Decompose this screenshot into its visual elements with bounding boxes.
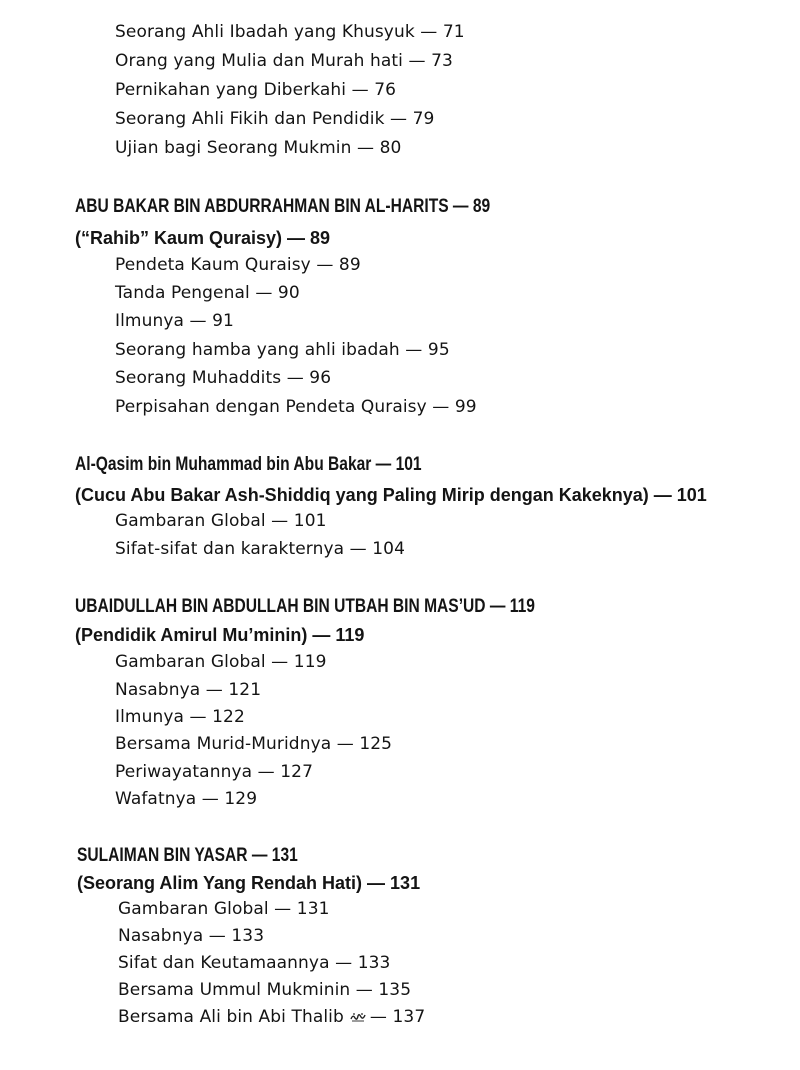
chapter-title: ABU BAKAR BIN ABDURRAHMAN BIN AL-HARITS — 89 bbox=[75, 196, 491, 217]
toc-entry: Nasabnya — 121 bbox=[115, 680, 262, 700]
chapter-title: SULAIMAN BIN YASAR — 131 bbox=[77, 845, 298, 866]
chapter-title: UBAIDULLAH BIN ABDULLAH BIN UTBAH BIN MAS’UD — 119 bbox=[75, 596, 535, 617]
toc-entry: Seorang Muhaddits — 96 bbox=[115, 368, 332, 388]
toc-entry: Wafatnya — 129 bbox=[115, 789, 258, 809]
chapter-subtitle: (Pendidik Amirul Mu’minin) — 119 bbox=[75, 625, 365, 645]
toc-entry bbox=[118, 1007, 425, 1027]
toc-entry: Pernikahan yang Diberkahi — 76 bbox=[115, 80, 397, 100]
toc-entry-label: Bersama Ali bin Abi Thalib bbox=[118, 1007, 344, 1027]
toc-entry: Gambaran Global — 131 bbox=[118, 899, 330, 919]
toc-entry: Gambaran Global — 119 bbox=[115, 652, 327, 672]
toc-entry-page: — 137 bbox=[369, 1007, 426, 1027]
honorific-icon bbox=[350, 1012, 366, 1022]
toc-entry: Sifat-sifat dan karakternya — 104 bbox=[115, 539, 405, 559]
toc-entry: Orang yang Mulia dan Murah hati — 73 bbox=[115, 51, 453, 71]
toc-entry: Periwayatannya — 127 bbox=[115, 762, 313, 782]
toc-entry: Pendeta Kaum Quraisy — 89 bbox=[115, 255, 361, 275]
toc-entry: Sifat dan Keutamaannya — 133 bbox=[118, 953, 391, 973]
toc-entry: Gambaran Global — 101 bbox=[115, 511, 327, 531]
toc-entry: Nasabnya — 133 bbox=[118, 926, 265, 946]
toc-entry: Seorang Ahli Ibadah yang Khusyuk — 71 bbox=[115, 22, 465, 42]
chapter-subtitle: (“Rahib” Kaum Quraisy) — 89 bbox=[75, 228, 331, 248]
toc-entry: Bersama Murid-Muridnya — 125 bbox=[115, 734, 393, 754]
toc-entry: Seorang Ahli Fikih dan Pendidik — 79 bbox=[115, 109, 435, 129]
toc-entry: Ilmunya — 91 bbox=[115, 311, 234, 331]
toc-entry: Ilmunya — 122 bbox=[115, 707, 245, 727]
toc-entry: Perpisahan dengan Pendeta Quraisy — 99 bbox=[115, 397, 477, 417]
chapter-title: Al-Qasim bin Muhammad bin Abu Bakar — 101 bbox=[75, 454, 422, 475]
toc-entry: Ujian bagi Seorang Mukmin — 80 bbox=[115, 138, 402, 158]
chapter-subtitle: (Cucu Abu Bakar Ash-Shiddiq yang Paling Mirip dengan Kakeknya) — 101 bbox=[75, 485, 707, 505]
toc-entry: Tanda Pengenal — 90 bbox=[115, 283, 300, 303]
chapter-subtitle: (Seorang Alim Yang Rendah Hati) — 131 bbox=[77, 873, 421, 893]
toc-entry: Seorang hamba yang ahli ibadah — 95 bbox=[115, 340, 450, 360]
toc-entry: Bersama Ummul Mukminin — 135 bbox=[118, 980, 412, 1000]
